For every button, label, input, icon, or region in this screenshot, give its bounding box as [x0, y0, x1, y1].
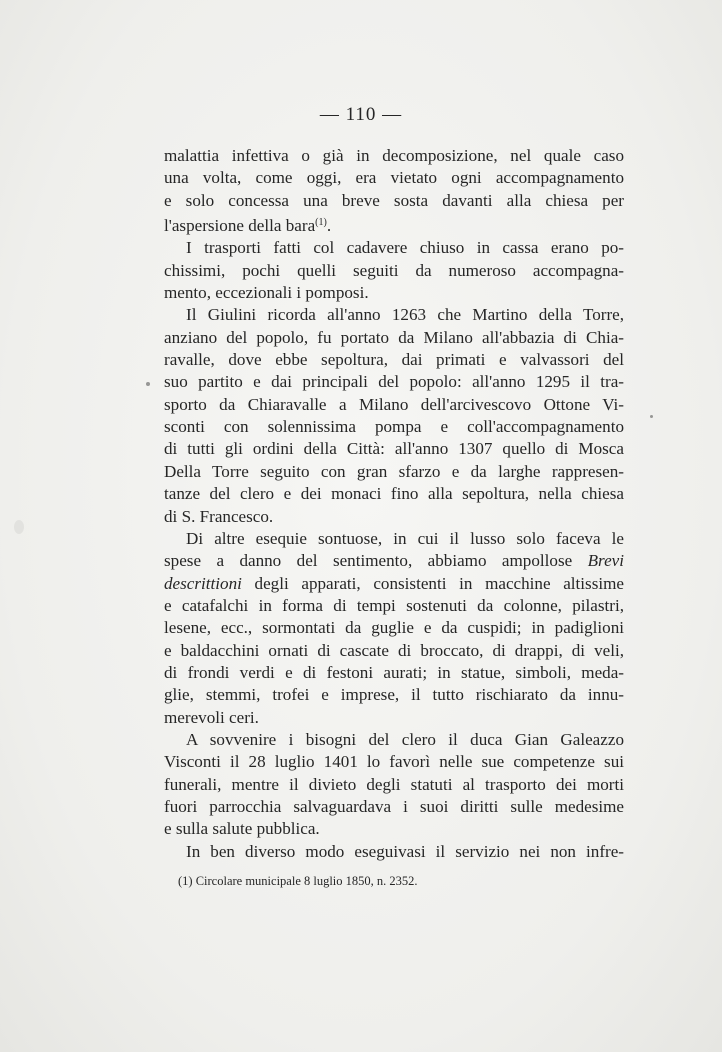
paper-stain — [14, 520, 24, 534]
text-line — [164, 212, 624, 237]
text-line — [164, 550, 624, 572]
line-text: sconti con solennissima pompa e coll'accompagnamento — [164, 417, 624, 437]
line-text: Il Giulini ricorda all'anno 1263 che Martino della Torre, — [186, 305, 624, 325]
line-text: anziano del popolo, fu portato da Milano all'abbazia di Chia- — [164, 327, 624, 347]
line-text: A sovvenire i bisogni del clero il duca Gian Galeazzo — [186, 729, 624, 749]
italic-text: descrittioni — [164, 573, 242, 593]
text-line — [164, 774, 624, 796]
text-line — [164, 573, 624, 595]
line-text-tail: . — [326, 216, 332, 236]
line-text: ravalle, dove ebbe sepoltura, dai primati e valvassori del — [164, 350, 624, 370]
text-line — [164, 483, 624, 505]
footnote: (1) Circolare municipale 8 luglio 1850, n. 2352. — [178, 874, 418, 888]
line-text: funerali, mentre il divieto degli statuti al trasporto dei morti — [164, 774, 624, 794]
text-line — [164, 190, 624, 212]
line-text: di S. Francesco. — [164, 506, 274, 526]
line-text: malattia infettiva o già in decomposizione, nel quale caso — [164, 146, 624, 165]
text-line — [164, 304, 624, 326]
text-line — [164, 841, 624, 863]
line-text: e sulla salute pubblica. — [164, 819, 320, 839]
line-text: di frondi verdi e di festoni aurati; in statue, simboli, meda- — [164, 662, 624, 682]
line-text: I trasporti fatti col cadavere chiuso in cassa erano po- — [186, 238, 624, 258]
text-line — [164, 237, 624, 259]
text-line — [164, 595, 624, 617]
text-line — [164, 327, 624, 349]
text-line — [164, 416, 624, 438]
text-line — [164, 282, 624, 304]
footnote-reference: (1) — [315, 217, 327, 229]
line-text: e solo concessa una breve sosta davanti alla chiesa per — [164, 190, 624, 210]
line-text: sporto da Chiaravalle a Milano dell'arcivescovo Ottone Vi- — [164, 394, 624, 414]
text-line — [164, 506, 624, 528]
line-text: e catafalchi in forma di tempi sostenuti da colonne, pilastri, — [164, 595, 624, 615]
line-text: In ben diverso modo eseguivasi il servizio nei non infre- — [186, 841, 624, 861]
line-text-tail: degli apparati, consistenti in macchine altissime — [241, 573, 624, 593]
text-line — [164, 662, 624, 684]
line-text: una volta, come oggi, era vietato ogni accompagnamento — [164, 168, 624, 188]
paper-stain — [650, 415, 653, 418]
text-line — [164, 438, 624, 460]
text-line — [164, 349, 624, 371]
line-text: mento, eccezionali i pomposi. — [164, 283, 369, 303]
line-text: Di altre esequie sontuose, in cui il lusso solo faceva le — [186, 528, 624, 548]
line-text: glie, stemmi, trofei e imprese, il tutto rischiarato da innu- — [164, 685, 624, 705]
text-line — [164, 167, 624, 189]
text-line — [164, 371, 624, 393]
text-line — [164, 461, 624, 483]
line-text: chissimi, pochi quelli seguiti da numeroso accompagna- — [164, 260, 624, 280]
text-line — [164, 796, 624, 818]
paper-stain — [146, 382, 150, 386]
line-text: di tutti gli ordini della Città: all'anno 1307 quello di Mosca — [164, 439, 624, 459]
text-line — [164, 260, 624, 282]
text-line — [164, 729, 624, 751]
line-text: tanze del clero e dei monaci fino alla sepoltura, nella chiesa — [164, 484, 624, 504]
text-line — [164, 617, 624, 639]
line-text: suo partito e dai principali del popolo: all'anno 1295 il tra- — [164, 372, 624, 392]
text-line — [164, 640, 624, 662]
text-line — [164, 528, 624, 550]
text-line — [164, 818, 624, 840]
page-number: — 110 — — [319, 104, 403, 125]
italic-text: Brevi — [587, 551, 624, 571]
line-text: l'aspersione della bara — [164, 216, 316, 236]
line-text: Della Torre seguito con gran sfarzo e da larghe rappresen- — [164, 461, 624, 481]
line-text: lesene, ecc., sormontati da guglie e da cuspidi; in padiglioni — [164, 618, 624, 638]
text-line — [164, 684, 624, 706]
line-text: Visconti il 28 luglio 1401 lo favorì nelle sue competenze sui — [164, 752, 624, 772]
text-line — [164, 394, 624, 416]
line-text: e baldacchini ornati di cascate di broccato, di drappi, di veli, — [164, 640, 624, 660]
line-text: fuori parrocchia salvaguardava i suoi diritti sulle medesime — [164, 796, 624, 816]
text-line — [164, 707, 624, 729]
line-text: spese a danno del sentimento, abbiamo ampollose — [164, 551, 588, 571]
body-text — [164, 145, 624, 863]
text-line — [164, 751, 624, 773]
text-line — [164, 145, 624, 167]
line-text: merevoli ceri. — [164, 707, 259, 727]
